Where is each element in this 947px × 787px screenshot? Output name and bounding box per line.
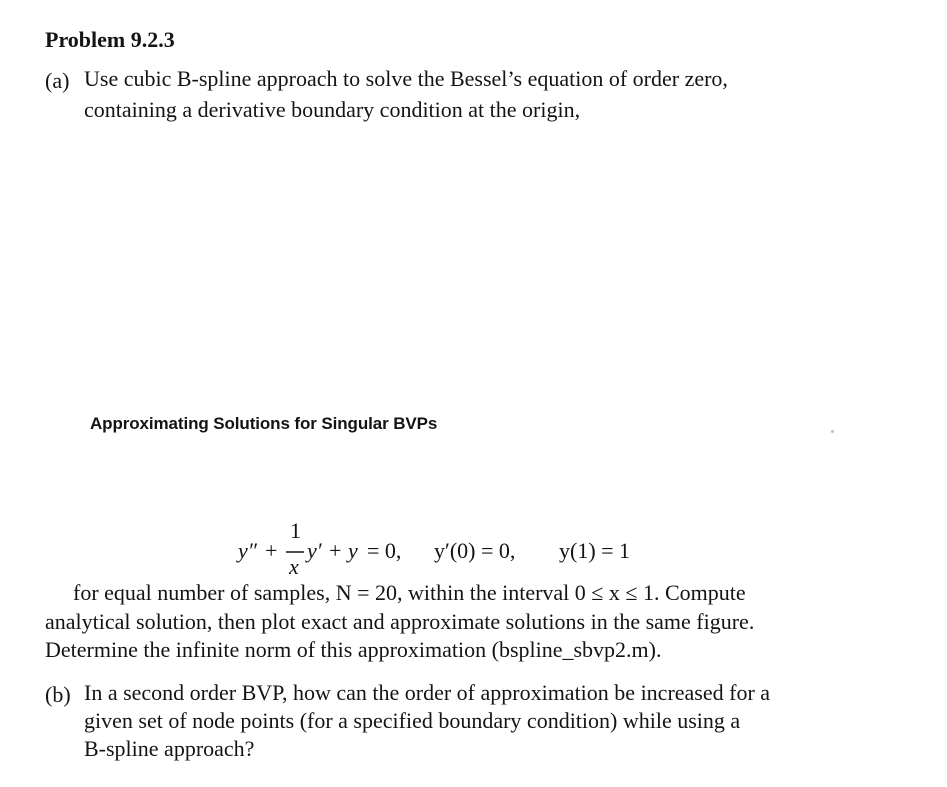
eq-equals-zero: = 0,	[367, 538, 402, 563]
eq-y: y	[348, 538, 358, 563]
part-b-label: (b)	[45, 682, 71, 707]
eq-frac-denominator: x	[289, 554, 299, 579]
part-b-line-1: In a second order BVP, how can the order of approximation be increased for a	[84, 680, 771, 705]
bessel-equation	[238, 518, 658, 584]
equation-svg	[238, 518, 658, 584]
part-b-line-2: given set of node points (for a specified boundary condition) while using a	[84, 708, 741, 733]
eq-frac-numerator: 1	[290, 518, 301, 543]
eq-boundary-2: y(1) = 1	[559, 538, 631, 563]
eq-y-double-prime: y″	[238, 538, 257, 563]
part-b-line-3: B-spline approach?	[84, 736, 255, 761]
part-a-cont-line-1: for equal number of samples, N = 20, within the interval 0 ≤ x ≤ 1. Compute	[73, 580, 746, 605]
scan-speck	[831, 430, 834, 433]
eq-plus-1: +	[265, 538, 278, 563]
part-a-cont-line-2: analytical solution, then plot exact and approximate solutions in the same figure.	[45, 609, 755, 634]
part-a-cont-line-3: Determine the infinite norm of this approximation (bspline_sbvp2.m).	[45, 637, 662, 662]
eq-y-prime: y′	[307, 538, 322, 563]
part-a-line-1: Use cubic B-spline approach to solve the Bessel’s equation of order zero,	[84, 66, 728, 91]
part-a-line-2: containing a derivative boundary condition at the origin,	[84, 97, 581, 122]
section-header: Approximating Solutions for Singular BVPs	[90, 414, 438, 433]
part-a-label: (a)	[45, 68, 70, 93]
eq-boundary-1: y′(0) = 0,	[434, 538, 516, 563]
problem-title: Problem 9.2.3	[45, 27, 175, 52]
eq-plus-2: +	[329, 538, 342, 563]
